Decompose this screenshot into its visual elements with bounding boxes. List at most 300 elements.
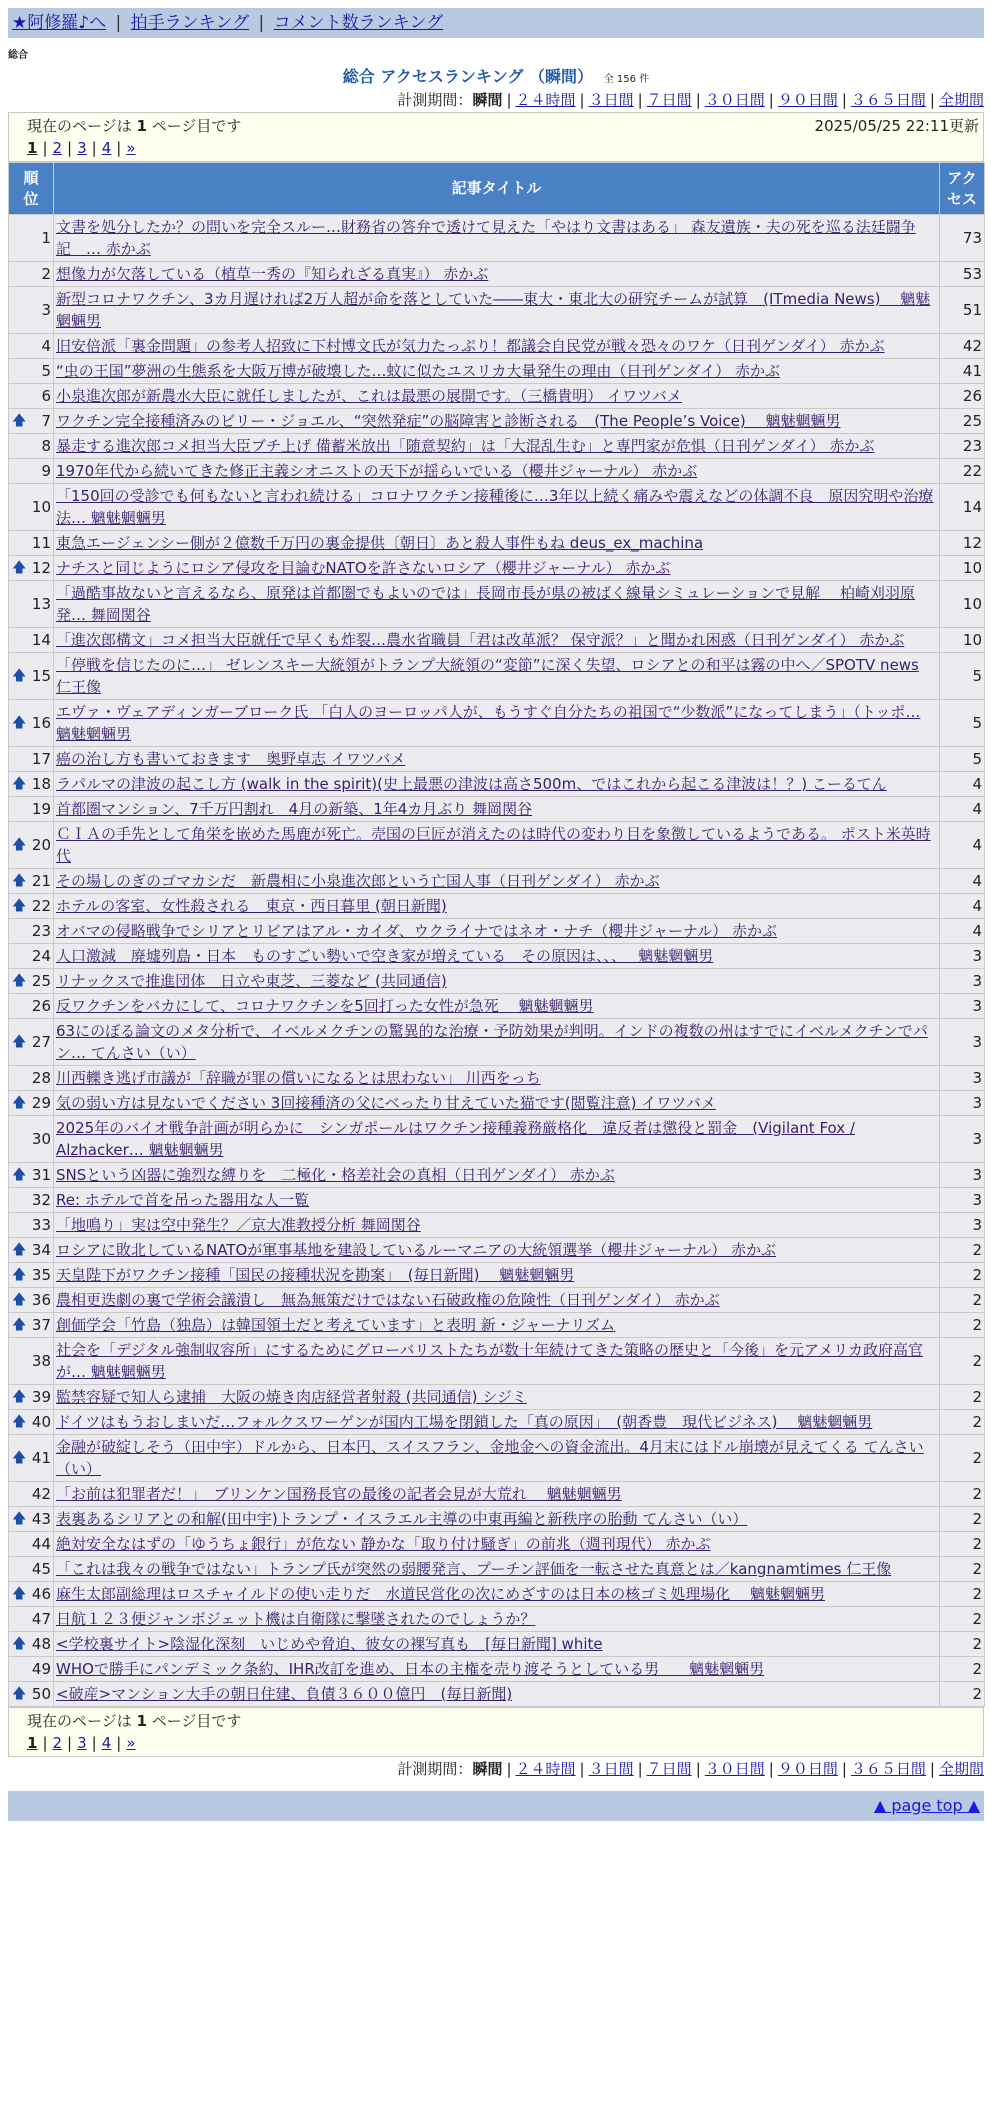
access-count-cell: 4: [940, 772, 985, 797]
period-separator: |: [695, 1760, 701, 1778]
article-title-link[interactable]: 金融が破綻しそう（田中宇）ドルから、日本円、スイスフラン、金地金への資金流出。4月末にはドル崩壊が見えてくる てんさい（い）: [56, 1438, 924, 1478]
article-title-link[interactable]: 小泉進次郎が新農水大臣に就任しましたが、これは最悪の展開です。（三橋貴明） イワツバメ: [56, 387, 682, 405]
article-title-link[interactable]: 癌の治し方も書いておきます 奥野卓志 イワツバメ: [56, 750, 406, 768]
period-link[interactable]: ３０日間: [704, 91, 765, 109]
rank-cell: [9, 262, 54, 287]
rank-cell: [9, 1582, 54, 1607]
period-link[interactable]: ２４時間: [515, 1760, 576, 1778]
title-cell: [54, 1188, 940, 1213]
up-arrow-icon: 🡅: [12, 973, 27, 989]
pager-next-link[interactable]: »: [126, 1734, 136, 1752]
period-link[interactable]: ７日間: [646, 1760, 692, 1778]
pager-link[interactable]: 3: [77, 1734, 87, 1752]
rank-cell: [9, 1288, 54, 1313]
rank-cell: [9, 869, 54, 894]
table-row: [9, 1213, 985, 1238]
pager-separator: |: [91, 139, 97, 157]
pager-separator: |: [116, 1734, 122, 1752]
pager-separator: |: [116, 139, 122, 157]
article-title-link[interactable]: 絶対安全なはずの「ゆうちょ銀行」が危ない 静かな「取り付け騒ぎ」の前兆（週刊現代） 赤かぶ: [56, 1535, 711, 1553]
title-cell: [54, 1238, 940, 1263]
rank-number: 47: [31, 1610, 51, 1628]
table-row: [9, 262, 985, 287]
title-cell: [54, 215, 940, 262]
rank-cell: [9, 628, 54, 653]
pager-link[interactable]: 4: [101, 1734, 112, 1752]
page-top-link[interactable]: ▲ page top ▲: [873, 1796, 980, 1815]
article-title-link[interactable]: 暴走する進次郎コメ担当大臣ブチ上げ 備蓄米放出「随意契約」は「大混乱生む」と専門家が危惧（日刊ゲンダイ） 赤かぶ: [56, 437, 875, 455]
access-count-cell: 3: [940, 994, 985, 1019]
page-status-number: 1: [136, 1712, 147, 1730]
up-arrow-icon: 🡅: [12, 1317, 27, 1333]
up-arrow-icon: 🡅: [12, 1450, 27, 1466]
rank-cell: [9, 772, 54, 797]
access-count-cell: 2: [940, 1338, 985, 1385]
page-status-box-bottom: [8, 1707, 984, 1757]
up-arrow-icon: 🡅: [12, 1686, 27, 1702]
article-title-link[interactable]: 旧安倍派「裏金問題」の参考人招致に下村博文氏が気力たっぷり！都議会自民党が戦々恐々のワケ（日刊ゲンダイ） 赤かぶ: [56, 337, 885, 355]
title-cell: [54, 747, 940, 772]
up-arrow-icon: 🡅: [12, 1586, 27, 1602]
period-separator: |: [929, 91, 935, 109]
title-cell: [54, 653, 940, 700]
rank-cell: [9, 556, 54, 581]
updated-timestamp: 2025/05/25 22:11更新: [814, 117, 979, 135]
article-title-link[interactable]: 63にのぼる論文のメタ分析で、イベルメクチンの驚異的な治療・予防効果が判明。インドの複数の州はすでにイベルメクチンでパン… てんさい（い）: [56, 1022, 928, 1062]
pager-link[interactable]: 2: [52, 139, 63, 157]
period-link[interactable]: ９０日間: [777, 1760, 838, 1778]
table-row: [9, 822, 985, 869]
title-cell: [54, 1019, 940, 1066]
access-count-cell: 3: [940, 1019, 985, 1066]
pager-next-link[interactable]: »: [126, 139, 136, 157]
article-title-link[interactable]: ホテルの客室、女性殺される 東京・西日暮里 (朝日新聞): [56, 897, 447, 915]
rank-number: 50: [31, 1685, 51, 1703]
table-row: [9, 1682, 985, 1707]
title-cell: [54, 700, 940, 747]
article-title-link[interactable]: ドイツはもうおしまいだ…フォルクスワーゲンが国内工場を閉鎖した「真の原因」 (朝香豊 現代ビジネス) 魑魅魍魎男: [56, 1413, 873, 1431]
title-cell: [54, 1557, 940, 1582]
access-count-cell: 3: [940, 944, 985, 969]
rank-number: 15: [31, 667, 51, 685]
table-row: [9, 1482, 985, 1507]
article-title-link[interactable]: 人口激減 廃墟列島・日本 ものすごい勢いで空き家が増えている その原因は、、、 魑魅魍魎男: [56, 947, 714, 965]
column-header-access: アク セス: [940, 163, 985, 215]
rank-number: 7: [41, 412, 51, 430]
rank-number: 19: [31, 800, 51, 818]
title-cell: [54, 969, 940, 994]
period-label: 計測期間：: [397, 91, 473, 109]
nav-separator: |: [115, 13, 122, 33]
article-title-link[interactable]: 「過酷事故ないと言えるなら、原発は首都圏でもよいのでは」長岡市長が県の被ばく線量シミュレーションで見解 柏崎刈羽原発… 舞岡関谷: [56, 584, 915, 624]
title-cell: [54, 994, 940, 1019]
article-title-link[interactable]: <学校裏サイト>陰湿化深刻 いじめや脅迫、彼女の裸写真も [毎日新聞] white: [56, 1635, 603, 1653]
title-cell: [54, 944, 940, 969]
title-cell: [54, 1066, 940, 1091]
access-count-cell: 2: [940, 1557, 985, 1582]
access-count-cell: 2: [940, 1435, 985, 1482]
access-count-cell: 12: [940, 531, 985, 556]
rank-number: 4: [41, 337, 51, 355]
comment-ranking-link[interactable]: コメント数ランキング: [273, 13, 444, 33]
period-link[interactable]: 全期間: [938, 1760, 984, 1778]
rank-number: 28: [31, 1069, 51, 1087]
title-cell: [54, 797, 940, 822]
table-row: [9, 1238, 985, 1263]
table-row: [9, 1557, 985, 1582]
rank-cell: [9, 1091, 54, 1116]
table-row: [9, 1338, 985, 1385]
page-status-suffix: ページ目です: [146, 117, 242, 135]
up-arrow-icon: 🡅: [12, 776, 27, 792]
table-row: [9, 531, 985, 556]
rank-cell: [9, 944, 54, 969]
access-count-cell: 4: [940, 919, 985, 944]
article-title-link[interactable]: 社会を「デジタル強制収容所」にするためにグローバリストたちが数十年続けてきた策略の歴史と「今後」を元アメリカ政府高官が… 魑魅魍魎男: [56, 1341, 924, 1381]
pager-separator: |: [42, 1734, 48, 1752]
period-current: 瞬間: [472, 1760, 503, 1778]
access-count-cell: 5: [940, 747, 985, 772]
pager-link[interactable]: 2: [52, 1734, 63, 1752]
table-row: [9, 1632, 985, 1657]
rank-cell: [9, 1507, 54, 1532]
table-row: [9, 1657, 985, 1682]
title-cell: [54, 384, 940, 409]
up-arrow-icon: 🡅: [12, 1167, 27, 1183]
article-title-link[interactable]: 「停戦を信じたのに…」 ゼレンスキー大統領がトランプ大統領の“変節”に深く失望、ロシアとの和平は霧の中へ／SPOTV news 仁王像: [56, 656, 919, 696]
pager-current-page: 1: [27, 1734, 38, 1752]
table-row: [9, 459, 985, 484]
access-count-cell: 10: [940, 581, 985, 628]
page-status-prefix: 現在のページは: [27, 117, 137, 135]
rank-cell: [9, 1188, 54, 1213]
access-count-cell: 4: [940, 822, 985, 869]
up-arrow-icon: 🡅: [12, 1034, 27, 1050]
rank-number: 26: [31, 997, 51, 1015]
access-count-cell: 5: [940, 653, 985, 700]
rank-number: 44: [31, 1535, 51, 1553]
rank-number: 38: [31, 1352, 51, 1370]
title-cell: [54, 1163, 940, 1188]
period-separator: |: [506, 1760, 512, 1778]
access-count-cell: 3: [940, 1091, 985, 1116]
rank-cell: [9, 1066, 54, 1091]
pager-separator: |: [91, 1734, 97, 1752]
title-cell: [54, 1682, 940, 1707]
rank-cell: [9, 384, 54, 409]
article-title-link[interactable]: 文書を処分したか？の問いを完全スルー…財務省の答弁で透けて見えた「やはり文書はある」 森友遺族・夫の死を巡る法廷闘争記 … 赤かぶ: [56, 218, 916, 258]
access-count-cell: 2: [940, 1313, 985, 1338]
rank-number: 24: [31, 947, 51, 965]
rank-cell: [9, 1532, 54, 1557]
table-row: [9, 1263, 985, 1288]
access-count-cell: 4: [940, 894, 985, 919]
table-row: [9, 434, 985, 459]
table-row: [9, 919, 985, 944]
article-title-link[interactable]: オバマの侵略戦争でシリアとリビアはアル・カイダ、ウクライナではネオ・ナチ（櫻井ジャーナル） 赤かぶ: [56, 922, 778, 940]
up-arrow-icon: 🡅: [12, 1389, 27, 1405]
article-title-link[interactable]: ワクチン完全接種済みのビリー・ジョエル、“突然発症”の脳障害と診断される (The People’s Voice) 魑魅魍魎男: [56, 412, 841, 430]
title-cell: [54, 434, 940, 459]
table-row: [9, 1607, 985, 1632]
period-link[interactable]: ３６５日間: [850, 91, 926, 109]
title-cell: [54, 1607, 940, 1632]
rank-cell: [9, 1163, 54, 1188]
period-link[interactable]: ３０日間: [704, 1760, 765, 1778]
column-header-title: 記事タイトル: [54, 163, 940, 215]
title-cell: [54, 869, 940, 894]
ranking-table: [8, 162, 985, 1707]
period-link[interactable]: 全期間: [938, 91, 984, 109]
rank-cell: [9, 1263, 54, 1288]
article-title-link[interactable]: 日航１２３便ジャンボジェット機は自衛隊に撃墜されたのでしょうか？: [56, 1610, 536, 1628]
rank-number: 2: [41, 265, 51, 283]
rank-number: 31: [31, 1166, 51, 1184]
period-link[interactable]: ３６５日間: [850, 1760, 926, 1778]
title-cell: [54, 459, 940, 484]
period-separator: |: [637, 1760, 643, 1778]
period-selector-bottom: [8, 1757, 984, 1781]
period-link[interactable]: ２４時間: [515, 91, 576, 109]
applause-ranking-link[interactable]: 拍手ランキング: [130, 13, 250, 33]
access-count-cell: 5: [940, 700, 985, 747]
article-title-link[interactable]: ラパルマの津波の起こし方 (walk in the spirit)(史上最悪の津波は高さ500m、ではこれから起こる津波は！？) こーるてん: [56, 775, 887, 793]
period-link[interactable]: ９０日間: [777, 91, 838, 109]
rank-cell: [9, 531, 54, 556]
period-link[interactable]: ３日間: [588, 91, 634, 109]
ranking-total-count: 全 156 件: [603, 74, 650, 85]
article-title-link[interactable]: 首都圏マンション、7千万円割れ 4月の新築、1年4カ月ぶり 舞岡関谷: [56, 800, 533, 818]
table-row: [9, 1435, 985, 1482]
rank-number: 46: [31, 1585, 51, 1603]
article-title-link[interactable]: 農相更迭劇の裏で学術会議潰し 無為無策だけではない石破政権の危険性（日刊ゲンダイ） 赤かぶ: [56, 1291, 720, 1309]
table-row: [9, 1385, 985, 1410]
table-row: [9, 747, 985, 772]
rank-number: 1: [41, 229, 51, 247]
article-title-link[interactable]: 東急エージェンシー側が２億数千万円の裏金提供〔朝日〕あと殺人事件もね deus_ex_machina: [56, 534, 704, 552]
ranking-title-block: [8, 66, 984, 88]
rank-number: 34: [31, 1241, 51, 1259]
rank-cell: [9, 969, 54, 994]
rank-number: 9: [41, 462, 51, 480]
rank-cell: [9, 894, 54, 919]
table-row: [9, 653, 985, 700]
rank-number: 32: [31, 1191, 51, 1209]
period-current: 瞬間: [472, 91, 503, 109]
article-title-link[interactable]: 「150回の受診でも何もないと言われ続ける」コロナワクチン接種後に…3年以上続く痛みや震えなどの体調不良 原因究明や治療法… 魑魅魍魎男: [56, 487, 934, 527]
title-cell: [54, 1288, 940, 1313]
rank-cell: [9, 1410, 54, 1435]
article-title-link[interactable]: <破産>マンション大手の朝日住建、負債３６００億円 (毎日新聞): [56, 1685, 513, 1703]
up-arrow-icon: 🡅: [12, 560, 27, 576]
article-title-link[interactable]: 「地鳴り」実は空中発生？／京大准教授分析 舞岡関谷: [56, 1216, 421, 1234]
rank-number: 23: [31, 922, 51, 940]
title-cell: [54, 1213, 940, 1238]
up-arrow-icon: 🡅: [12, 1414, 27, 1430]
article-title-link[interactable]: 「お前は犯罪者だ！」 ブリンケン国務長官の最後の記者会見が大荒れ 魑魅魍魎男: [56, 1485, 622, 1503]
access-count-cell: 4: [940, 797, 985, 822]
article-title-link[interactable]: 「これは我々の戦争ではない」トランプ氏が突然の弱腰発言、プーチン評価を一転させた真意とは／kangnamtimes 仁王像: [56, 1560, 892, 1578]
access-count-cell: 2: [940, 1482, 985, 1507]
nav-separator: |: [258, 13, 265, 33]
rank-cell: [9, 359, 54, 384]
access-count-cell: 2: [940, 1507, 985, 1532]
up-arrow-icon: 🡅: [12, 1242, 27, 1258]
home-link[interactable]: ★阿修羅♪へ: [12, 13, 107, 33]
title-cell: [54, 359, 940, 384]
rank-cell: [9, 1682, 54, 1707]
pager-current-page: 1: [27, 139, 38, 157]
rank-cell: [9, 1238, 54, 1263]
article-title-link[interactable]: 新型コロナワクチン、3カ月遅ければ2万人超が命を落としていた――東大・東北大の研究チームが試算 (ITmedia News) 魑魅魍魎男: [56, 290, 931, 330]
title-cell: [54, 1582, 940, 1607]
rank-cell: [9, 822, 54, 869]
rank-number: 37: [31, 1316, 51, 1334]
access-count-cell: 2: [940, 1582, 985, 1607]
rank-number: 39: [31, 1388, 51, 1406]
access-count-cell: 22: [940, 459, 985, 484]
title-cell: [54, 1091, 940, 1116]
rank-cell: [9, 653, 54, 700]
article-title-link[interactable]: WHOで勝手にパンデミック条約、IHR改訂を進め、日本の主権を売り渡そうとしている男 魑魅魍魎男: [56, 1660, 765, 1678]
title-cell: [54, 531, 940, 556]
article-title-link[interactable]: エヴァ・ヴェアディンガーブローク氏 「白人のヨーロッパ人が、もうすぐ自分たちの祖国で“少数派”になってしまう」（トッポ… 魑魅魍魎男: [56, 703, 921, 743]
article-title-link[interactable]: 2025年のバイオ戦争計画が明らかに シンガポールはワクチン接種義務厳格化 違反者は懲役と罰金 (Vigilant Fox / Alzhacker… 魑魅魍魎男: [56, 1119, 855, 1159]
access-count-cell: 26: [940, 384, 985, 409]
article-title-link[interactable]: リナックスで推進団体 日立や東芝、三菱など (共同通信): [56, 972, 447, 990]
period-separator: |: [637, 91, 643, 109]
up-arrow-icon: 🡅: [12, 873, 27, 889]
table-row: [9, 1507, 985, 1532]
title-cell: [54, 1313, 940, 1338]
pager-link[interactable]: 4: [101, 139, 112, 157]
article-title-link[interactable]: 天皇陛下がワクチン接種「国民の接種状況を勘案」 (毎日新聞) 魑魅魍魎男: [56, 1266, 575, 1284]
rank-number: 10: [31, 498, 51, 516]
article-title-link[interactable]: 監禁容疑で知人ら逮捕 大阪の焼き肉店経営者射殺 (共同通信) シジミ: [56, 1388, 527, 1406]
article-title-link[interactable]: ＣＩＡの手先として角栄を嵌めた馬鹿が死亡。売国の巨匠が消えたのは時代の変わり目を象徴しているようである。 ポスト米英時代: [56, 825, 931, 865]
table-row: [9, 994, 985, 1019]
period-link[interactable]: ７日間: [646, 91, 692, 109]
title-cell: [54, 1435, 940, 1482]
table-row: [9, 700, 985, 747]
article-title-link[interactable]: 表裏あるシリアとの和解(田中宇)トランプ・イスラエル主導の中東再編と新秩序の胎動 てんさい（い）: [56, 1510, 748, 1528]
period-label: 計測期間：: [397, 1760, 473, 1778]
article-title-link[interactable]: 麻生太郎副総理はロスチャイルドの使い走りだ 水道民営化の次にめざすのは日本の核ゴミ処理場化 魑魅魍魎男: [56, 1585, 826, 1603]
rank-cell: [9, 1657, 54, 1682]
period-separator: |: [695, 91, 701, 109]
article-title-link[interactable]: Re: ホテルで首を吊った器用な人一覧: [56, 1191, 310, 1209]
up-arrow-icon: 🡅: [12, 1511, 27, 1527]
up-arrow-icon: 🡅: [12, 1267, 27, 1283]
rank-number: 33: [31, 1216, 51, 1234]
table-row: [9, 869, 985, 894]
period-separator: |: [768, 91, 774, 109]
rank-number: 35: [31, 1266, 51, 1284]
article-title-link[interactable]: その場しのぎのゴマカシだ 新農相に小泉進次郎という亡国人事（日刊ゲンダイ） 赤かぶ: [56, 872, 660, 890]
table-row: [9, 556, 985, 581]
title-cell: [54, 772, 940, 797]
article-title-link[interactable]: SNSという凶器に強烈な縛りを 二極化・格差社会の真相（日刊ゲンダイ） 赤かぶ: [56, 1166, 615, 1184]
period-separator: |: [579, 91, 585, 109]
top-nav-bar: [8, 8, 984, 38]
article-title-link[interactable]: 創価学会「竹島（独島）は韓国領土だと考えています」と表明 新・ジャーナリズム: [56, 1316, 616, 1334]
access-count-cell: 41: [940, 359, 985, 384]
rank-cell: [9, 409, 54, 434]
period-link[interactable]: ３日間: [588, 1760, 634, 1778]
column-header-rank: 順 位: [9, 163, 54, 215]
article-title-link[interactable]: 川西轢き逃げ市議が「辞職が罪の償いになるとは思わない」 川西をっち: [56, 1069, 541, 1087]
title-cell: [54, 1385, 940, 1410]
table-row: [9, 628, 985, 653]
access-count-cell: 73: [940, 215, 985, 262]
rank-number: 12: [31, 559, 51, 577]
period-separator: |: [841, 91, 847, 109]
rank-number: 6: [41, 387, 51, 405]
title-cell: [54, 581, 940, 628]
title-cell: [54, 1532, 940, 1557]
access-count-cell: 23: [940, 434, 985, 459]
article-title-link[interactable]: 「進次郎構文」コメ担当大臣就任で早くも炸裂…農水省職員「君は改革派？ 保守派？」と聞かれ困惑（日刊ゲンダイ） 赤かぶ: [56, 631, 905, 649]
table-row: [9, 1288, 985, 1313]
access-count-cell: 25: [940, 409, 985, 434]
article-title-link[interactable]: ナチスと同じようにロシア侵攻を目論むNATOを許さないロシア（櫻井ジャーナル） 赤かぶ: [56, 559, 671, 577]
rank-cell: [9, 994, 54, 1019]
article-title-link[interactable]: 1970年代から続いてきた修正主義シオニストの天下が揺らいでいる（櫻井ジャーナル） 赤かぶ: [56, 462, 698, 480]
period-separator: |: [579, 1760, 585, 1778]
rank-cell: [9, 919, 54, 944]
article-title-link[interactable]: 反ワクチンをバカにして、コロナワクチンを5回打った女性が急死 魑魅魍魎男: [56, 997, 594, 1015]
access-count-cell: 51: [940, 287, 985, 334]
rank-cell: [9, 1338, 54, 1385]
up-arrow-icon: 🡅: [12, 1636, 27, 1652]
rank-cell: [9, 1213, 54, 1238]
article-title-link[interactable]: 想像力が欠落している（植草一秀の『知られざる真実』） 赤かぶ: [56, 265, 489, 283]
article-title-link[interactable]: 気の弱い方は見ないでください 3回接種済の父にべったり甘えていた猫です(閲覧注意) イワツバメ: [56, 1094, 716, 1112]
access-count-cell: 2: [940, 1657, 985, 1682]
access-count-cell: 2: [940, 1238, 985, 1263]
rank-number: 17: [31, 750, 51, 768]
ranking-title: 総合 アクセスランキング （瞬間）: [342, 67, 593, 86]
footer-bar: [8, 1791, 984, 1821]
rank-number: 8: [41, 437, 51, 455]
rank-number: 5: [41, 362, 51, 380]
pager-link[interactable]: 3: [77, 139, 87, 157]
rank-cell: [9, 1313, 54, 1338]
title-cell: [54, 287, 940, 334]
table-header-row: [9, 163, 985, 215]
rank-cell: [9, 334, 54, 359]
table-row: [9, 1532, 985, 1557]
period-separator: |: [506, 91, 512, 109]
rank-cell: [9, 1632, 54, 1657]
page-status-suffix: ページ目です: [146, 1712, 242, 1730]
title-cell: [54, 1657, 940, 1682]
article-title-link[interactable]: ロシアに敗北しているNATOが軍事基地を建設しているルーマニアの大統領選挙（櫻井ジャーナル） 赤かぶ: [56, 1241, 777, 1259]
access-count-cell: 3: [940, 1116, 985, 1163]
rank-cell: [9, 797, 54, 822]
title-cell: [54, 822, 940, 869]
page-status-line: [27, 1710, 965, 1732]
rank-number: 3: [41, 301, 51, 319]
page-status-box-top: [8, 112, 984, 162]
rank-cell: [9, 1019, 54, 1066]
rank-number: 29: [31, 1094, 51, 1112]
article-title-link[interactable]: “虫の王国”夢洲の生態系を大阪万博が破壊した…蚊に似たユスリカ大量発生の理由（日刊ゲンダイ） 赤かぶ: [56, 362, 780, 380]
ranking-table-body: [9, 215, 985, 1707]
title-cell: [54, 484, 940, 531]
category-label: 総合: [8, 50, 28, 61]
rank-cell: [9, 1435, 54, 1482]
